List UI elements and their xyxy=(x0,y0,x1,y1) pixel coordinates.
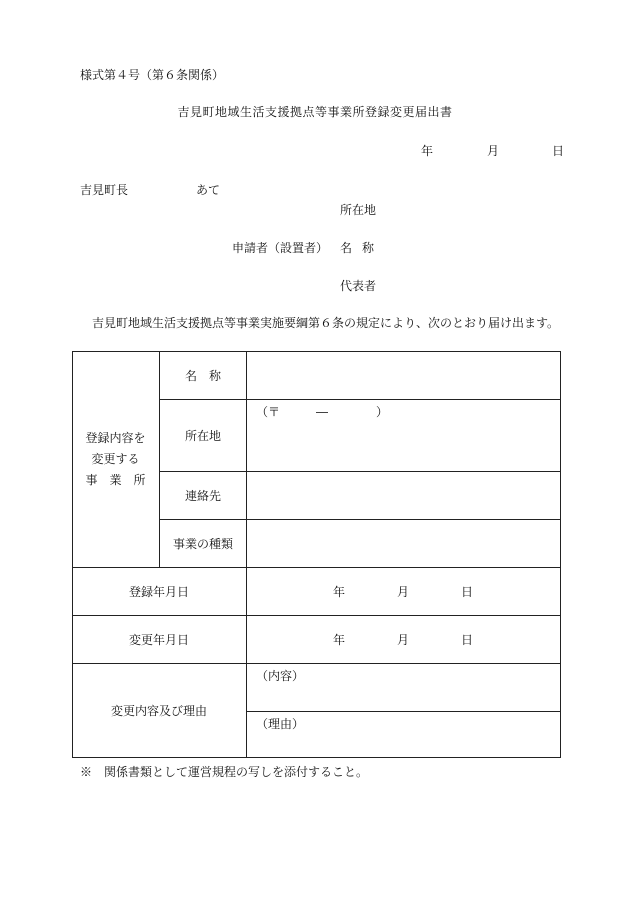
registration-date-month: 月 xyxy=(396,584,409,599)
change-details-table xyxy=(72,351,561,758)
attachment-note: ※ 関係書類として運営規程の写しを添付すること。 xyxy=(80,765,369,779)
table-border-right xyxy=(560,351,561,758)
applicant-label: 申請者（設置者） xyxy=(232,241,329,255)
change-content-reason-label: 変更内容及び理由 xyxy=(110,704,207,718)
content-label: （内容） xyxy=(256,669,305,683)
submission-date-year: 年 xyxy=(421,144,434,158)
change-date-month: 月 xyxy=(396,632,409,647)
form-number: 様式第４号（第６条関係） xyxy=(80,68,225,82)
change-date-year: 年 xyxy=(332,632,345,647)
applicant-representative-label: 代表者 xyxy=(340,279,377,293)
registration-date-day: 日 xyxy=(460,584,473,599)
contact-row-label: 連絡先 xyxy=(184,488,221,503)
section-label-line: 登録内容を xyxy=(85,430,146,445)
applicant-name-label: 名称 xyxy=(340,241,385,255)
name-row-label: 名 称 xyxy=(184,368,221,383)
change-date-label: 変更年月日 xyxy=(128,632,189,647)
reason-label: （理由） xyxy=(256,717,305,731)
section-label-line: 事 業 所 xyxy=(85,472,146,487)
submission-date-month: 月 xyxy=(487,144,500,158)
postal-code-template: （〒 ― ） xyxy=(256,405,389,419)
address-row-label: 所在地 xyxy=(184,428,221,443)
submission-date-day: 日 xyxy=(552,144,565,158)
section-label xyxy=(72,351,159,567)
addressee-name: 吉見町長 xyxy=(80,183,129,197)
change-date-day: 日 xyxy=(460,632,473,647)
document-title: 吉見町地域生活支援拠点等事業所登録変更届出書 xyxy=(177,105,453,119)
registration-date-year: 年 xyxy=(332,584,345,599)
body-text: 吉見町地域生活支援拠点等事業実施要綱第６条の規定により、次のとおり届け出ます。 xyxy=(92,316,560,330)
registration-date-label: 登録年月日 xyxy=(128,584,189,599)
table-divider-value xyxy=(246,351,247,758)
table-row-line xyxy=(246,711,561,712)
business-type-row-label: 事業の種類 xyxy=(172,536,233,551)
section-label-line: 変更する xyxy=(91,451,140,466)
applicant-address-label: 所在地 xyxy=(340,203,377,217)
addressee-suffix: あて xyxy=(196,183,221,197)
